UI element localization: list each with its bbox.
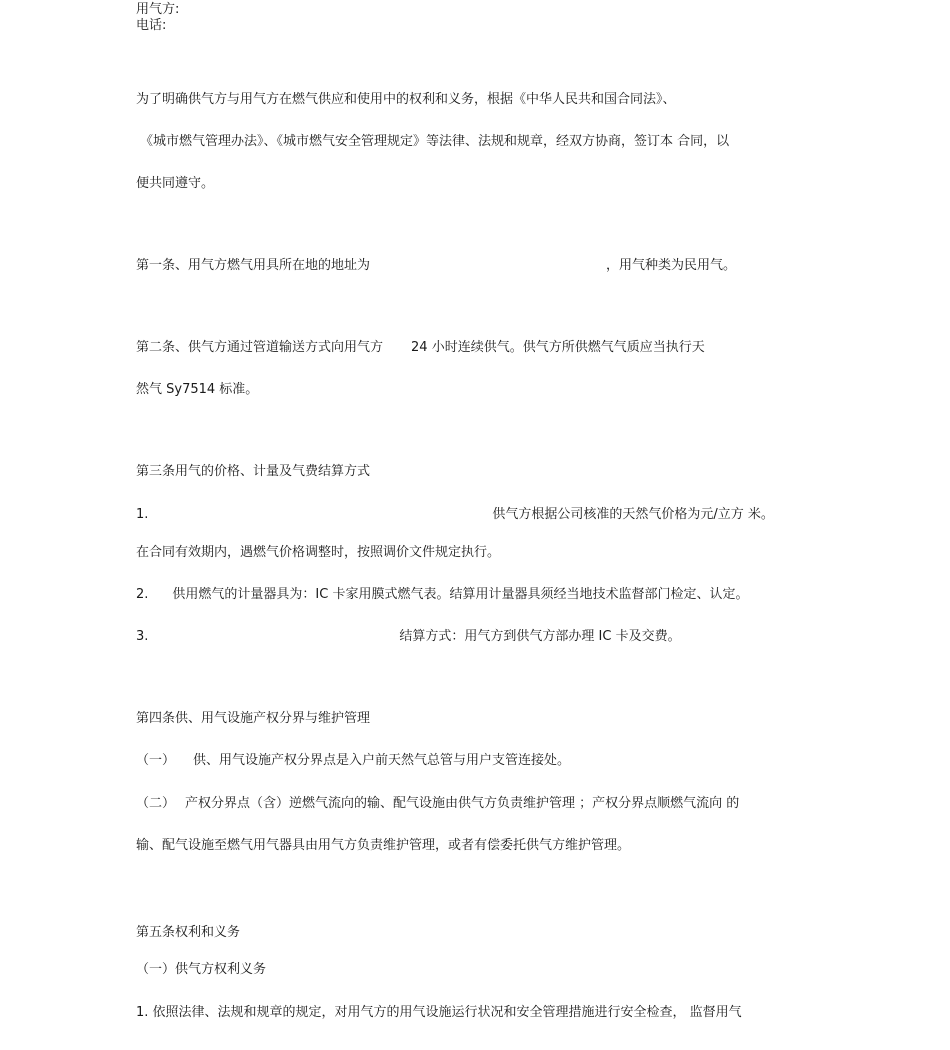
article-5-item-1: 1. 依照法律、法规和规章的规定，对用气方的用气设施运行状况和安全管理措施进行安全检查， 监督用气 (136, 1005, 742, 1020)
article-4-title: 第四条供、用气设施产权分界与维护管理 (136, 711, 371, 726)
article-2-supply: 24 小时连续供气。供气方所供燃气气质应当执行天 (411, 340, 705, 355)
article-3-item-3 (136, 629, 681, 645)
article-1-text: 第一条、用气方燃气用具所在地的地址为 (136, 258, 371, 273)
article-5-title: 第五条权利和义务 (136, 925, 241, 940)
article-4-item-1-text: 供、用气设施产权分界点是入户前天然气总管与用户支管连接处。 (193, 753, 571, 768)
article-4-item-1 (136, 753, 570, 769)
article-2-line-2: 然气 Sy7514 标准。 (136, 382, 259, 397)
article-1-gas-type: ，用气种类为民用气。 (606, 258, 737, 273)
article-3-item-1-number: 1. (136, 507, 149, 522)
article-4-item-2-cont: 输、配气设施至燃气用气器具由用气方负责维护管理，或者有偿委托供气方维护管理。 (136, 838, 631, 853)
article-3-item-1-cont: 在合同有效期内，遇燃气价格调整时，按照调价文件规定执行。 (136, 545, 501, 560)
article-4-item-1-number: （一） (136, 753, 176, 768)
preamble-line-2: 《城市燃气管理办法》、《城市燃气安全管理规定》等法律、法规和规章，经双方协商，签订本 合同，以 (140, 134, 730, 149)
article-3-item-2-text: 供用燃气的计量器具为：IC 卡家用膜式燃气表。结算用计量器具须经当地技术监督部门检定、认定。 (172, 587, 749, 602)
phone-label: 电话: (136, 18, 167, 33)
preamble-line-1: 为了明确供气方与用气方在燃气供应和使用中的权利和义务，根据《中华人民共和国合同法》、 (136, 92, 676, 107)
article-1 (136, 258, 736, 274)
article-4-item-2-number: （二） (136, 796, 176, 811)
article-3-item-1 (136, 507, 774, 523)
article-3-title: 第三条用气的价格、计量及气费结算方式 (136, 464, 371, 479)
article-2-line-1 (136, 340, 705, 356)
article-3-item-3-number: 3. (136, 629, 149, 644)
preamble-line-3: 便共同遵守。 (136, 176, 215, 191)
article-3-item-1-text: 供气方根据公司核准的天然气价格为元/立方 米。 (492, 507, 774, 522)
article-3-item-2-number: 2. (136, 587, 149, 602)
article-4-item-2 (136, 796, 739, 812)
article-3-item-3-text: 结算方式：用气方到供气方部办理 IC 卡及交费。 (399, 629, 681, 644)
article-4-item-2-text: 产权分界点（含）逆燃气流向的输、配气设施由供气方负责维护管理 ；产权分界点顺燃气流向 的 (185, 796, 740, 811)
article-5-sub-1: （一）供气方权利义务 (136, 962, 267, 977)
article-2-text: 第二条、供气方通过管道输送方式向用气方 (136, 340, 384, 355)
article-3-item-2 (136, 587, 748, 603)
consumer-label: 用气方: (136, 2, 180, 17)
